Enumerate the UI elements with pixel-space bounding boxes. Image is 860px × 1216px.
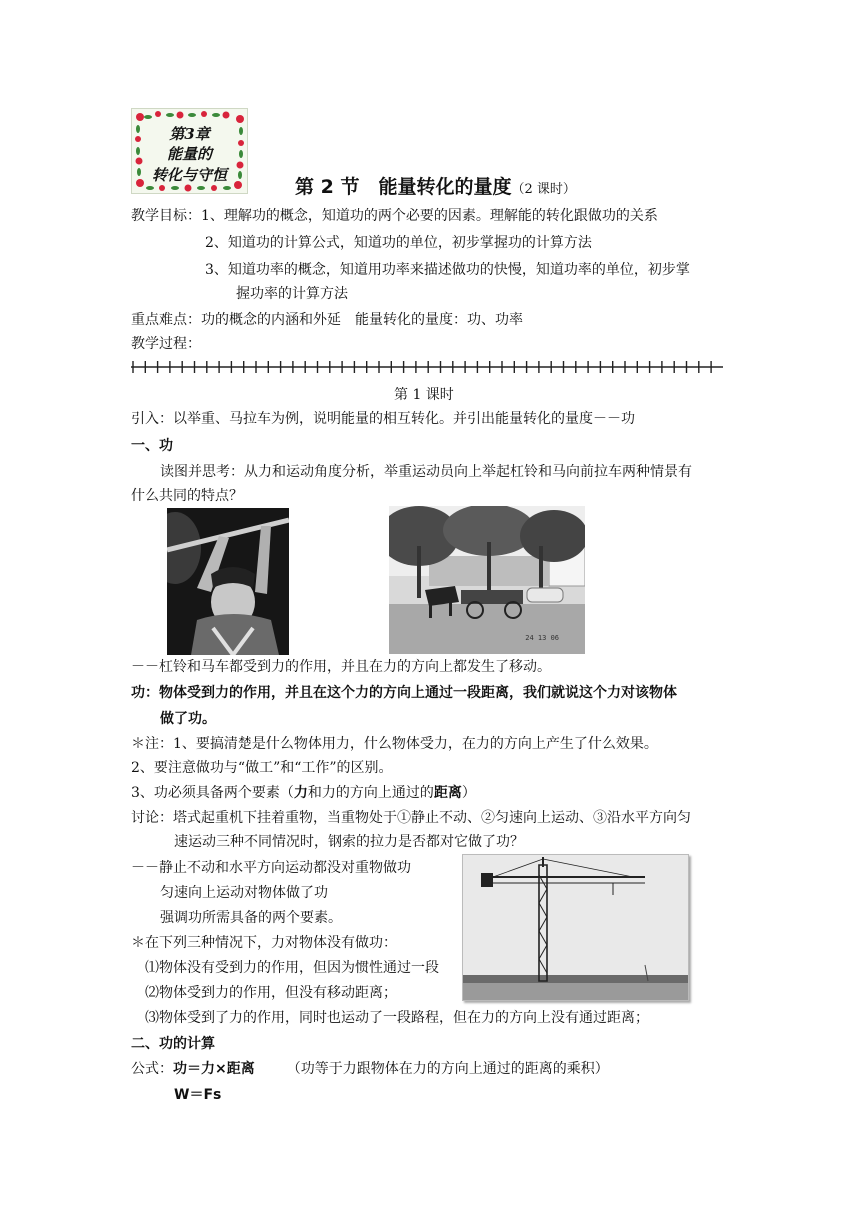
note-1: ＊注：1、要搞清楚是什么物体用力，什么物体受力，在力的方向上产生了什么效果。	[131, 736, 658, 752]
key-points: 重点难点：功的概念的内涵和外延 能量转化的量度：功、功率	[131, 312, 523, 328]
note-3	[131, 783, 476, 803]
reply-2: 匀速向上运动对物体做了功	[160, 885, 328, 901]
intro-text: 引入：以举重、马拉车为例，说明能量的相互转化。并引出能量转化的量度－－功	[131, 411, 635, 427]
chapter-badge	[131, 108, 248, 194]
objective-2: 2、知道功的计算公式，知道功的单位，初步掌握功的计算方法	[205, 235, 592, 251]
objective-1: 1、理解功的概念，知道功的两个必要的因素。理解能的转化跟做功的关系	[201, 208, 658, 224]
answer-text: －－杠铃和马车都受到力的作用，并且在力的方向上都发生了移动。	[131, 659, 551, 675]
case-2: ⑵物体受到力的作用，但没有移动距离；	[145, 985, 397, 1001]
think-text-a: 读图并思考：从力和运动角度分析，举重运动员向上举起杠铃和马向前拉车两种情景有	[160, 464, 692, 480]
formula-label: 公式：	[131, 1061, 173, 1077]
formula-line	[131, 1059, 609, 1079]
process-label: 教学过程：	[131, 336, 201, 352]
note-3-distance: 距离	[433, 785, 462, 801]
lesson-heading: 第 1 课时	[394, 387, 454, 403]
note-3-mid: 和力的方向上通过的	[307, 785, 434, 801]
tower-crane-illustration	[463, 855, 688, 1000]
objective-3a: 3、知道功率的概念，知道用功率来描述做功的快慢，知道功率的单位，初步掌	[205, 262, 690, 278]
badge-line-3: 转化与守恒	[151, 166, 227, 184]
formula-symbol: W＝Fs	[174, 1087, 222, 1103]
cases-intro: ＊在下列三种情况下，力对物体没有做功：	[131, 935, 397, 951]
objectives-label: 教学目标：	[131, 208, 201, 224]
decorative-divider	[131, 361, 723, 373]
badge-line-2: 能量的	[166, 145, 212, 163]
section1-heading: 一、功	[131, 438, 173, 454]
think-text-b: 什么共同的特点？	[131, 488, 243, 504]
formula-note: （功等于力跟物体在力的方向上通过的距离的乘积）	[286, 1061, 609, 1077]
reply-3: 强调功所需具备的两个要素。	[160, 910, 342, 926]
horse-cart-photo	[389, 506, 585, 654]
weightlifter-illustration	[167, 508, 289, 655]
crane-photo	[462, 854, 689, 1001]
section-title	[295, 172, 576, 199]
objective-3b: 握功率的计算方法	[236, 286, 348, 302]
discuss-b: 速运动三种不同情况时，钢索的拉力是否都对它做了功？	[174, 834, 524, 850]
definition-a: 功：物体受到力的作用，并且在这个力的方向上通过一段距离，我们就说这个力对该物体	[131, 685, 677, 701]
discuss-a: 讨论：塔式起重机下挂着重物，当重物处于①静止不动、②匀速向上运动、③沿水平方向匀	[131, 810, 691, 826]
title-note: （2 课时）	[511, 182, 576, 197]
case-3: ⑶物体受到了力的作用，同时也运动了一段路程，但在力的方向上没有通过距离；	[145, 1010, 649, 1026]
badge-line-1: 第3章	[169, 125, 210, 143]
section2-heading: 二、功的计算	[131, 1036, 215, 1052]
note-3-force: 力	[293, 785, 308, 801]
weightlifter-photo	[167, 508, 289, 655]
case-1: ⑴物体没有受到力的作用，但因为惯性通过一段	[145, 960, 439, 976]
note-3-pre: 3、功必须具备两个要素（	[131, 785, 294, 801]
photo-timestamp: 24 13 06	[525, 634, 559, 642]
definition-b: 做了功。	[160, 711, 216, 727]
title-main: 第 2 节 能量转化的量度	[295, 176, 512, 198]
horse-cart-illustration	[389, 506, 585, 654]
note-3-post: ）	[461, 785, 476, 801]
reply-1: －－静止不动和水平方向运动都没对重物做功	[131, 860, 411, 876]
formula: 功＝力×距离	[173, 1061, 255, 1077]
note-2: 2、要注意做功与“做工”和“工作”的区别。	[131, 760, 393, 776]
objectives-line-1	[131, 206, 658, 226]
